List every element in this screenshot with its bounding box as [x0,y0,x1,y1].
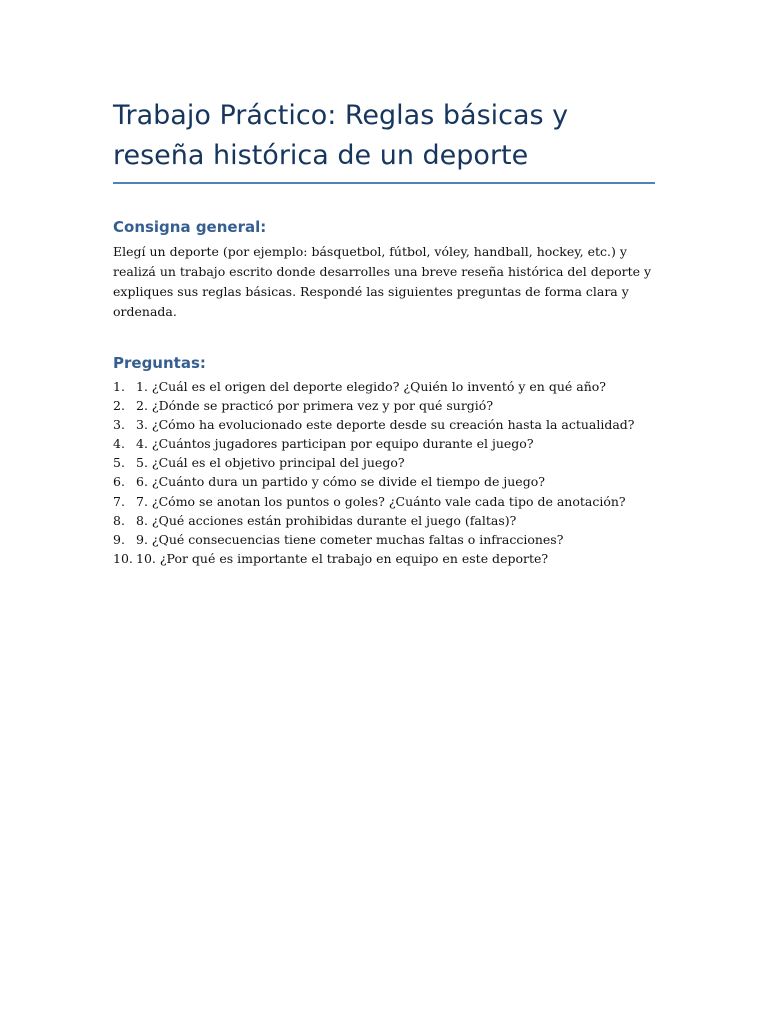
title-underline [113,182,655,184]
question-text: 8. ¿Qué acciones están prohibidas durante el juego (faltas)? [136,512,517,528]
document-page [113,96,655,568]
question-number: 9. [113,531,125,547]
question-item [113,396,655,415]
question-text: 6. ¿Cuánto dura un partido y cómo se divide el tiempo de juego? [136,474,545,490]
question-item [113,377,655,396]
question-text: 5. ¿Cuál es el objetivo principal del juego? [136,455,405,471]
questions-list [113,377,655,568]
question-text: 3. ¿Cómo ha evolucionado este deporte desde su creación hasta la actualidad? [136,417,635,433]
question-item [113,549,655,568]
question-text: 10. ¿Por qué es importante el trabajo en equipo en este deporte? [136,550,549,566]
document-title: Trabajo Práctico: Reglas básicas y reseña histórica de un deporte [113,100,569,171]
consigna-text: Elegí un deporte (por ejemplo: básquetbol, fútbol, vóley, handball, hockey, etc.) y realizá un trabajo escrito donde desarrolles una breve reseña histórica del deporte y expliques sus reglas básicas. Respondé las siguientes preguntas de forma clara y ordenada. [113,244,652,319]
question-number: 10. [113,550,133,566]
question-number: 7. [113,493,125,509]
question-number: 3. [113,417,125,433]
question-text: 9. ¿Qué consecuencias tiene cometer muchas faltas o infracciones? [136,531,564,547]
question-text: 1. ¿Cuál es el origen del deporte elegido? ¿Quién lo inventó y en qué año? [136,379,606,394]
question-number: 2. [113,398,125,414]
consigna-heading: Consigna general: [113,218,267,236]
preguntas-heading: Preguntas: [113,354,206,372]
question-item [113,453,655,472]
question-number: 4. [113,436,125,452]
question-number: 6. [113,474,125,490]
question-item [113,415,655,434]
question-item [113,511,655,530]
question-item [113,472,655,491]
question-number: 8. [113,512,125,528]
question-item [113,434,655,453]
question-text: 4. ¿Cuántos jugadores participan por equipo durante el juego? [136,436,534,452]
question-number: 1. [113,379,125,394]
question-item [113,492,655,511]
question-number: 5. [113,455,125,471]
question-item [113,530,655,549]
question-text: 7. ¿Cómo se anotan los puntos o goles? ¿Cuánto vale cada tipo de anotación? [136,493,626,509]
question-text: 2. ¿Dónde se practicó por primera vez y por qué surgió? [136,398,494,414]
